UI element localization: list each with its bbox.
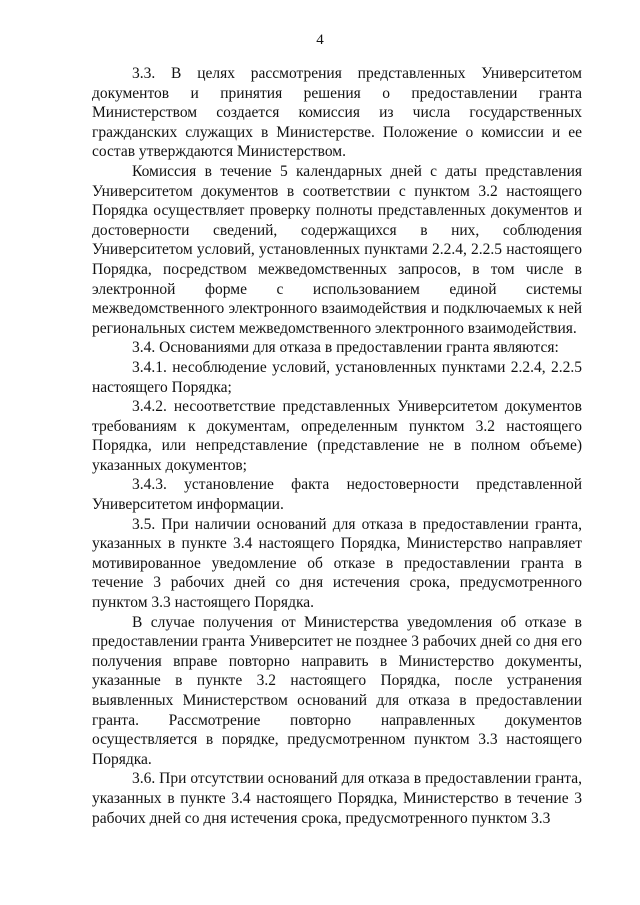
paragraph-3-5: 3.5. При наличии оснований для отказа в предоставлении гранта, указанных в пункте 3.4 настоящего Порядка, Министерство направляет мотивированное уведомление об отказе в предоставлении гранта в течение 3 рабочих дней со дня истечения срока, предусмотренного пунктом 3.3 настоящего Порядка. bbox=[92, 515, 582, 612]
paragraph-commission: Комиссия в течение 5 календарных дней с даты представления Университетом документов в соответствии с пунктом 3.2 настоящего Порядка осуществляет проверку полноты представленных документов и достоверности сведений, содержащихся в них, соблюдения Университетом условий, установленных пунктами 2.2.4, 2.2.5 настоящего Порядка, посредством межведомственных запросов, в том числе в электронной форме с использованием единой системы межведомственного электронного взаимодействия и подключаемых к ней региональных систем межведомственного электронного взаимодействия. bbox=[92, 162, 582, 337]
paragraph-3-4-3: 3.4.3. установление факта недостоверности представленной Университетом информации. bbox=[92, 476, 582, 514]
paragraph-3-4: 3.4. Основаниями для отказа в предоставлении гранта являются: bbox=[132, 339, 559, 357]
paragraph-resubmission: В случае получения от Министерства уведомления об отказе в предоставлении гранта Университет не позднее 3 рабочих дней со дня его получения вправе повторно направить в Министерство документы, указанные в пункте 3.2 настоящего Порядка, после устранения выявленных Министерством оснований для отказа в предоставлении гранта. Рассмотрение повторно направленных документов осуществляется в порядке, предусмотренном пунктом 3.3 настоящего Порядка. bbox=[92, 613, 582, 768]
paragraph-3-6: 3.6. При отсутствии оснований для отказа в предоставлении гранта, указанных в пункте 3.4 настоящего Порядка, Министерство в течение 3 рабочих дней со дня истечения срока, предусмотренного пунктом 3.3 bbox=[92, 770, 582, 827]
paragraph-3-4-1: 3.4.1. несоблюдение условий, установленных пунктами 2.2.4, 2.2.5 настоящего Порядка; bbox=[92, 358, 582, 396]
paragraph-3-3: 3.3. В целях рассмотрения представленных Университетом документов и принятия решения о предоставлении гранта Министерством создается комиссия из числа государственных гражданских служащих в Министерстве. Положение о комиссии и ее состав утверждаются Министерством. bbox=[92, 65, 582, 161]
paragraph-3-4-2: 3.4.2. несоответствие представленных Университетом документов требованиям к документам, определенным пунктом 3.2 настоящего Порядка, или непредставление (представление не в полном объеме) указанных документов; bbox=[92, 398, 582, 474]
document-body bbox=[92, 64, 582, 828]
page-number: 4 bbox=[316, 32, 324, 48]
